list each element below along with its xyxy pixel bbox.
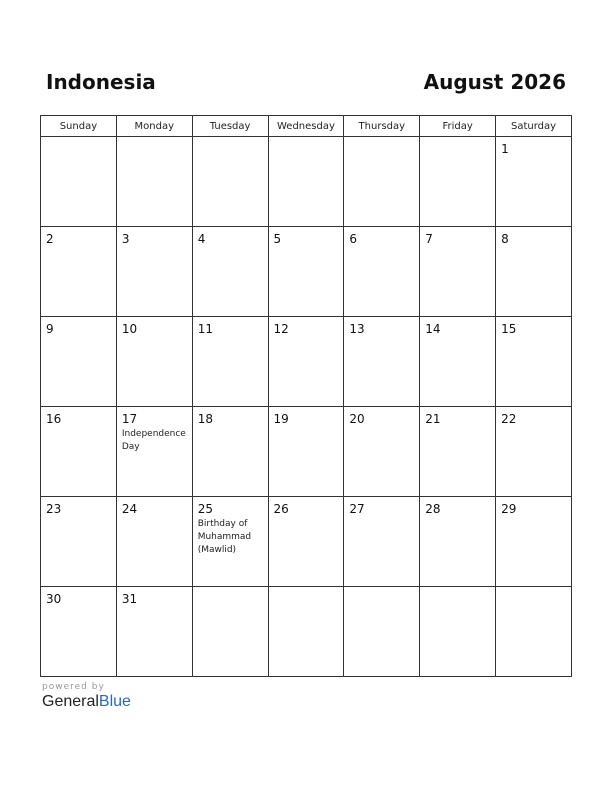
day-number: 2 bbox=[46, 232, 54, 246]
day-cell bbox=[496, 587, 572, 677]
day-number: 12 bbox=[273, 322, 289, 336]
day-cell bbox=[192, 227, 268, 317]
day-cell bbox=[420, 227, 496, 317]
day-cell bbox=[344, 317, 420, 407]
day-cell bbox=[420, 587, 496, 677]
day-cell bbox=[116, 317, 192, 407]
day-number: 26 bbox=[273, 502, 289, 516]
day-number: 4 bbox=[197, 232, 206, 246]
day-cell bbox=[268, 137, 344, 227]
week-row bbox=[41, 587, 572, 677]
day-cell bbox=[344, 227, 420, 317]
day-cell bbox=[116, 587, 192, 677]
day-cell bbox=[496, 317, 572, 407]
day-cell bbox=[268, 497, 344, 587]
day-number: 27 bbox=[349, 502, 365, 516]
day-number: 17 bbox=[121, 412, 138, 426]
weekday-header: Wednesday bbox=[268, 116, 344, 137]
day-cell bbox=[41, 227, 117, 317]
day-number: 10 bbox=[121, 322, 138, 336]
day-cell bbox=[116, 137, 192, 227]
day-number: 21 bbox=[425, 412, 441, 426]
day-number: 8 bbox=[501, 232, 509, 246]
weekday-header: Friday bbox=[420, 116, 496, 137]
footer bbox=[42, 682, 131, 711]
day-cell bbox=[192, 497, 268, 587]
day-number: 14 bbox=[425, 322, 441, 336]
powered-by-text: powered by bbox=[42, 682, 105, 692]
day-number: 16 bbox=[46, 412, 62, 426]
day-cell bbox=[496, 227, 572, 317]
day-number: 6 bbox=[349, 232, 358, 246]
week-row bbox=[41, 407, 572, 497]
day-cell bbox=[116, 407, 192, 497]
holiday-label: Birthday of Muhammad (Mawlid) bbox=[197, 519, 252, 555]
day-cell bbox=[496, 137, 572, 227]
generalblue-logo[interactable] bbox=[42, 693, 131, 711]
day-number: 28 bbox=[425, 502, 441, 516]
day-cell bbox=[268, 587, 344, 677]
day-cell bbox=[420, 137, 496, 227]
day-cell bbox=[268, 227, 344, 317]
day-cell bbox=[420, 317, 496, 407]
day-number: 5 bbox=[273, 232, 282, 246]
day-cell bbox=[344, 137, 420, 227]
day-number: 3 bbox=[121, 232, 130, 246]
day-cell bbox=[344, 407, 420, 497]
day-cell bbox=[344, 497, 420, 587]
day-number: 7 bbox=[425, 232, 433, 246]
day-number: 23 bbox=[46, 502, 62, 516]
week-row bbox=[41, 497, 572, 587]
day-number: 19 bbox=[273, 412, 289, 426]
day-number: 29 bbox=[501, 502, 517, 516]
day-number: 24 bbox=[121, 502, 138, 516]
country-title: Indonesia bbox=[46, 70, 156, 94]
day-number: 9 bbox=[46, 322, 54, 336]
day-number: 1 bbox=[501, 142, 509, 156]
weekday-header: Thursday bbox=[344, 116, 420, 137]
day-cell bbox=[41, 497, 117, 587]
day-number: 11 bbox=[197, 322, 213, 336]
day-cell bbox=[268, 407, 344, 497]
day-cell bbox=[116, 497, 192, 587]
holiday-label: Independence Day bbox=[121, 429, 186, 452]
brand-general: General bbox=[42, 693, 99, 710]
day-cell bbox=[116, 227, 192, 317]
day-number: 31 bbox=[121, 592, 138, 606]
day-number: 15 bbox=[501, 322, 517, 336]
day-cell bbox=[192, 317, 268, 407]
day-cell bbox=[268, 317, 344, 407]
weekday-header: Monday bbox=[116, 116, 192, 137]
calendar-grid bbox=[40, 115, 572, 677]
day-number: 25 bbox=[197, 502, 213, 516]
weekday-header: Sunday bbox=[41, 116, 117, 137]
day-cell bbox=[192, 587, 268, 677]
day-number: 13 bbox=[349, 322, 365, 336]
brand-blue: Blue bbox=[98, 693, 131, 710]
day-number: 20 bbox=[349, 412, 365, 426]
weekday-header: Tuesday bbox=[192, 116, 268, 137]
weekday-header-row bbox=[41, 116, 572, 137]
day-cell bbox=[41, 317, 117, 407]
month-year-title: August 2026 bbox=[423, 70, 566, 94]
day-number: 30 bbox=[46, 592, 62, 606]
day-cell bbox=[41, 137, 117, 227]
day-cell bbox=[496, 497, 572, 587]
day-cell bbox=[420, 407, 496, 497]
day-cell bbox=[496, 407, 572, 497]
day-cell bbox=[41, 407, 117, 497]
calendar-body bbox=[41, 137, 572, 677]
week-row bbox=[41, 227, 572, 317]
week-row bbox=[41, 317, 572, 407]
day-cell bbox=[344, 587, 420, 677]
day-number: 22 bbox=[501, 412, 517, 426]
day-cell bbox=[41, 587, 117, 677]
weekday-header: Saturday bbox=[496, 116, 572, 137]
day-cell bbox=[420, 497, 496, 587]
day-number: 18 bbox=[197, 412, 213, 426]
day-cell bbox=[192, 407, 268, 497]
week-row bbox=[41, 137, 572, 227]
day-cell bbox=[192, 137, 268, 227]
calendar-header bbox=[46, 70, 566, 100]
